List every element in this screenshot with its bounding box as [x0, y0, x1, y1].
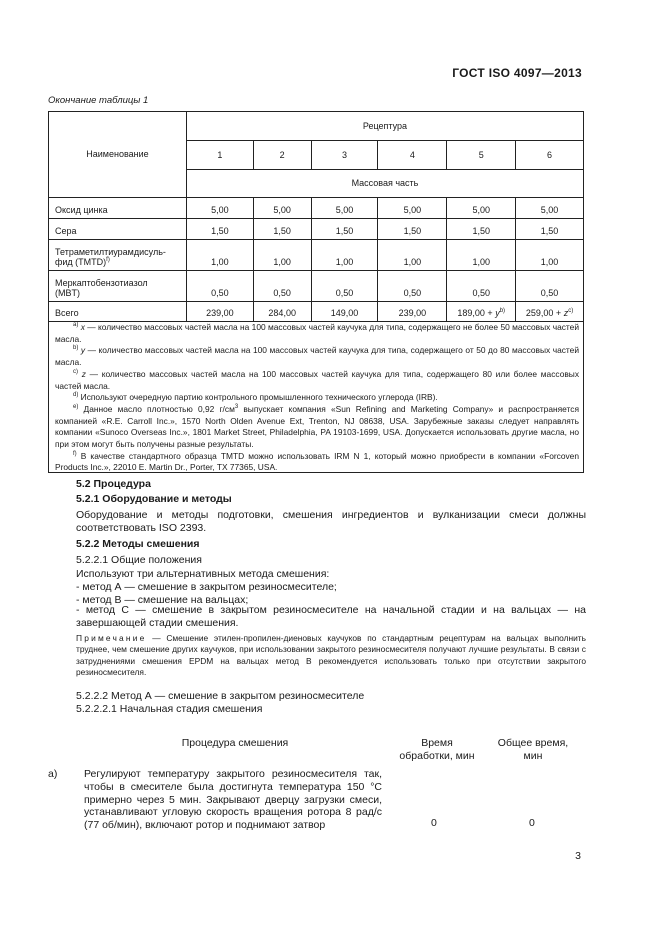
table-cell: 0,50 [186, 271, 253, 302]
table-cell: 284,00 [253, 302, 311, 322]
table-caption: Окончание таблицы 1 [48, 95, 149, 106]
table-cell: 239,00 [378, 302, 447, 322]
table-cell: 1,50 [186, 219, 253, 240]
footnote-e: $^{e)}$ Данное масло плотностью 0,92 $г/см^3$ выпускает компания «Sun Refining and Marketing Company» и распространяется компанией «R.E. Carroll Inc.», 1570 North Olden Avenue Ext, Trenton, NJ 08638, USA. Зарубежные заказы следует направлять компании «Sunoco Overseas Inc.», 1801 Market Street, Philadelphia, PA 19103-1699, USA. Допускается использовать другие масла, но при этом могут быть получены разные результаты. [55, 403, 579, 450]
table-cell: 149,00 [311, 302, 378, 322]
table-cell: 1,50 [378, 219, 447, 240]
table-cell: 0,50 [311, 271, 378, 302]
list-item: - метод А — смешение в закрытом резиносмесителе; [76, 581, 337, 593]
section-paragraph: Используют три альтернативных метода смешения: [76, 568, 330, 580]
row-name: Оксид цинка [49, 198, 187, 219]
table-cell: 1,00 [186, 240, 253, 271]
table-cell: 1,50 [447, 219, 516, 240]
table-cell: 5,00 [447, 198, 516, 219]
total-time-column-header: Общее время, мин [497, 737, 569, 762]
table-cell: 5,00 [311, 198, 378, 219]
table-cell: 1,00 [253, 240, 311, 271]
list-item: - метод С — смешение в закрытом резиносмесителе на начальной стадии и на вальцах — на завершающей стадии смешения. [76, 604, 586, 630]
step-total-time: 0 [529, 817, 535, 829]
section-heading: 5.2.2 Методы смешения [76, 538, 200, 550]
table-cell: 1,00 [516, 240, 584, 271]
table-row [49, 240, 584, 271]
table-cell: 1,50 [516, 219, 584, 240]
time-column-header: Время обработки, мин [399, 737, 475, 762]
table-cell: 239,00 [186, 302, 253, 322]
table-cell: 5,00 [186, 198, 253, 219]
table-row [49, 198, 584, 219]
footnote-b: $^{b)}$ y — количество массовых частей масла на 100 массовых частей каучука для типа, содержащего от 50 до 80 массовых частей масла. [55, 345, 580, 368]
step-label: а) [48, 768, 58, 780]
footnote-c: $^{c)}$ z — количество массовых частей масла на 100 массовых частей каучука для типа, содержащего 80 или более массовых частей масла. [55, 368, 580, 391]
recipe-column-header: 1 [186, 141, 253, 170]
name-column-header: Наименование [49, 112, 187, 198]
table-cell: $189,00 + y^{b)}$ [447, 302, 516, 322]
note-label: Примечание [76, 633, 147, 643]
row-name: Всего [49, 302, 187, 322]
section-paragraph: Оборудование и методы подготовки, смешения ингредиентов и вулканизации смеси должны соответствовать ISO 2393. [76, 509, 586, 535]
list-item: - метод В — смешение на вальцах; [76, 594, 249, 606]
table-cell: 0,50 [378, 271, 447, 302]
section-heading: 5.2.2.2 Метод А — смешение в закрытом резиносмесителе [76, 690, 365, 702]
table-footnotes [48, 318, 584, 473]
table-cell: 5,00 [516, 198, 584, 219]
unit-header: Массовая часть [186, 170, 583, 198]
table-row [49, 219, 584, 240]
table-cell: 0,50 [447, 271, 516, 302]
table-cell: 1,50 [311, 219, 378, 240]
section-heading: 5.2.2.2.1 Начальная стадия смешения [76, 703, 263, 715]
table-cell: 5,00 [378, 198, 447, 219]
recipe-group-header: Рецептура [186, 112, 583, 141]
footnote-a: $^{a)}$ x — количество массовых частей масла на 100 массовых частей каучука для типа, содержащего не более 50 массовых частей масла. [55, 322, 579, 344]
section-heading: 5.2.2.1 Общие положения [76, 554, 202, 566]
table-cell: 1,00 [378, 240, 447, 271]
step-text: Регулируют температуру закрытого резиносмесителя так, чтобы в смесителе была достигнута температура 150 °С примерно через 5 мин. Закрывают дверцу загрузки смеси, устанавливают угловую скорость вращения ротора 8 рад/с (77 об/мин), включают ротор и поднимают затвор [84, 768, 382, 832]
recipe-table [48, 111, 584, 322]
table-cell: 1,00 [311, 240, 378, 271]
section-heading: 5.2.1 Оборудование и методы [76, 493, 232, 505]
table-cell: 1,50 [253, 219, 311, 240]
step-time: 0 [431, 817, 437, 829]
footnote-f: $^{f)}$ В качестве стандартного образца TMTD можно использовать IRM N 1, который можно приобрести в компании «Forcoven Products Inc.», 22010 E. Martin Dr., Porter, TX 77365, USA. [55, 450, 579, 473]
table-cell: 1,00 [447, 240, 516, 271]
procedure-column-header: Процедура смешения [181, 737, 289, 749]
recipe-column-header: 5 [447, 141, 516, 170]
table-cell: 0,50 [253, 271, 311, 302]
footnote-d: $^{d)}$ Используют очередную партию контрольного промышленного технического углерода (IRB). [73, 392, 438, 403]
recipe-column-header: 6 [516, 141, 584, 170]
table-row [49, 271, 584, 302]
row-name: Меркаптобензотиазол (MBT) [49, 271, 187, 302]
table-cell: $259,00 + z^{c)}$ [516, 302, 584, 322]
row-name: Сера [49, 219, 187, 240]
page-number: 3 [575, 850, 581, 862]
table-cell: 5,00 [253, 198, 311, 219]
row-name: Тетраметилтиурамдисуль- фид (TMTD)$^{f)}$ [49, 240, 187, 271]
recipe-column-header: 3 [311, 141, 378, 170]
recipe-column-header: 2 [253, 141, 311, 170]
note-paragraph: Примечание — Смешение этилен-пропилен-диеновых каучуков по стандартным рецептурам на вальцах выполнить труднее, чем смешение других каучуков, при использовании закрытого резиносмесителя получают лучшие результаты. В связи с затруднениями смешения EPDM на вальцах метод В рекомендуется использовать только при отсутствии закрытого резиносмесителя. [76, 633, 586, 677]
recipe-column-header: 4 [378, 141, 447, 170]
table-cell: 0,50 [516, 271, 584, 302]
standard-designation: ГОСТ ISO 4097—2013 [452, 66, 582, 80]
section-heading: 5.2 Процедура [76, 478, 151, 490]
